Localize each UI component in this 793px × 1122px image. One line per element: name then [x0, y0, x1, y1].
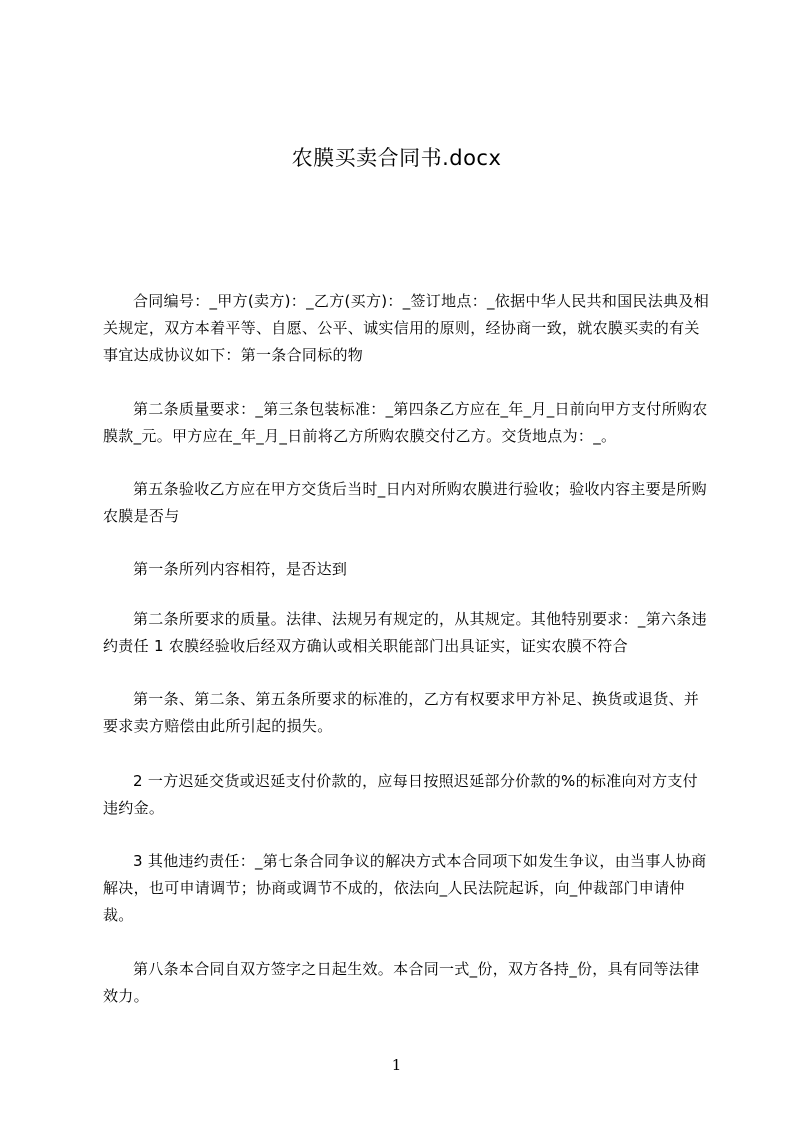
paragraph-standards: 第一条、第二条、第五条所要求的标准的，乙方有权要求甲方补足、换货或退货、并要求卖方赔偿由此所引起的损失。 [103, 690, 700, 735]
paragraph-article-5: 第五条验收乙方应在甲方交货后当时_日内对所购农膜进行验收；验收内容主要是所购农膜是否与 [103, 480, 707, 525]
paragraph-late-penalty: 2 一方迟延交货或迟延支付价款的，应每日按照迟延部分价款的%的标准向对方支付违约金。 [103, 772, 698, 817]
paragraph-article-6: 第二条所要求的质量。法律、法规另有规定的，从其规定。其他特别要求：_第六条违约责任 1 农膜经验收后经双方确认或相关职能部门出具证实，证实农膜不符合 [103, 610, 707, 655]
paragraph-article-1-ref: 第一条所列内容相符，是否达到 [133, 560, 348, 578]
document-title: 农膜买卖合同书.docx [291, 146, 502, 170]
paragraph-contract-header: 合同编号：_甲方(卖方)：_乙方(买方)：_签订地点：_依据中华人民共和国民法典及相关规定，双方本着平等、自愿、公平、诚实信用的原则，经协商一致，就农膜买卖的有关事宜达成协议如下：第一条合同标的物 [103, 292, 710, 364]
paragraph-dispute-resolution: 3 其他违约责任：_第七条合同争议的解决方式本合同项下如发生争议，由当事人协商解决，也可申请调节；协商或调节不成的，依法向_人民法院起诉，向_仲裁部门申请仲裁。 [103, 852, 707, 924]
page-number: 1 [391, 1056, 402, 1074]
paragraph-article-2-4: 第二条质量要求：_第三条包装标准：_第四条乙方应在_年_月_日前向甲方支付所购农膜款_元。甲方应在_年_月_日前将乙方所购农膜交付乙方。交货地点为：_。 [103, 400, 708, 445]
paragraph-article-8: 第八条本合同自双方签字之日起生效。本合同一式_份，双方各持_份，具有同等法律效力。 [103, 960, 700, 1005]
